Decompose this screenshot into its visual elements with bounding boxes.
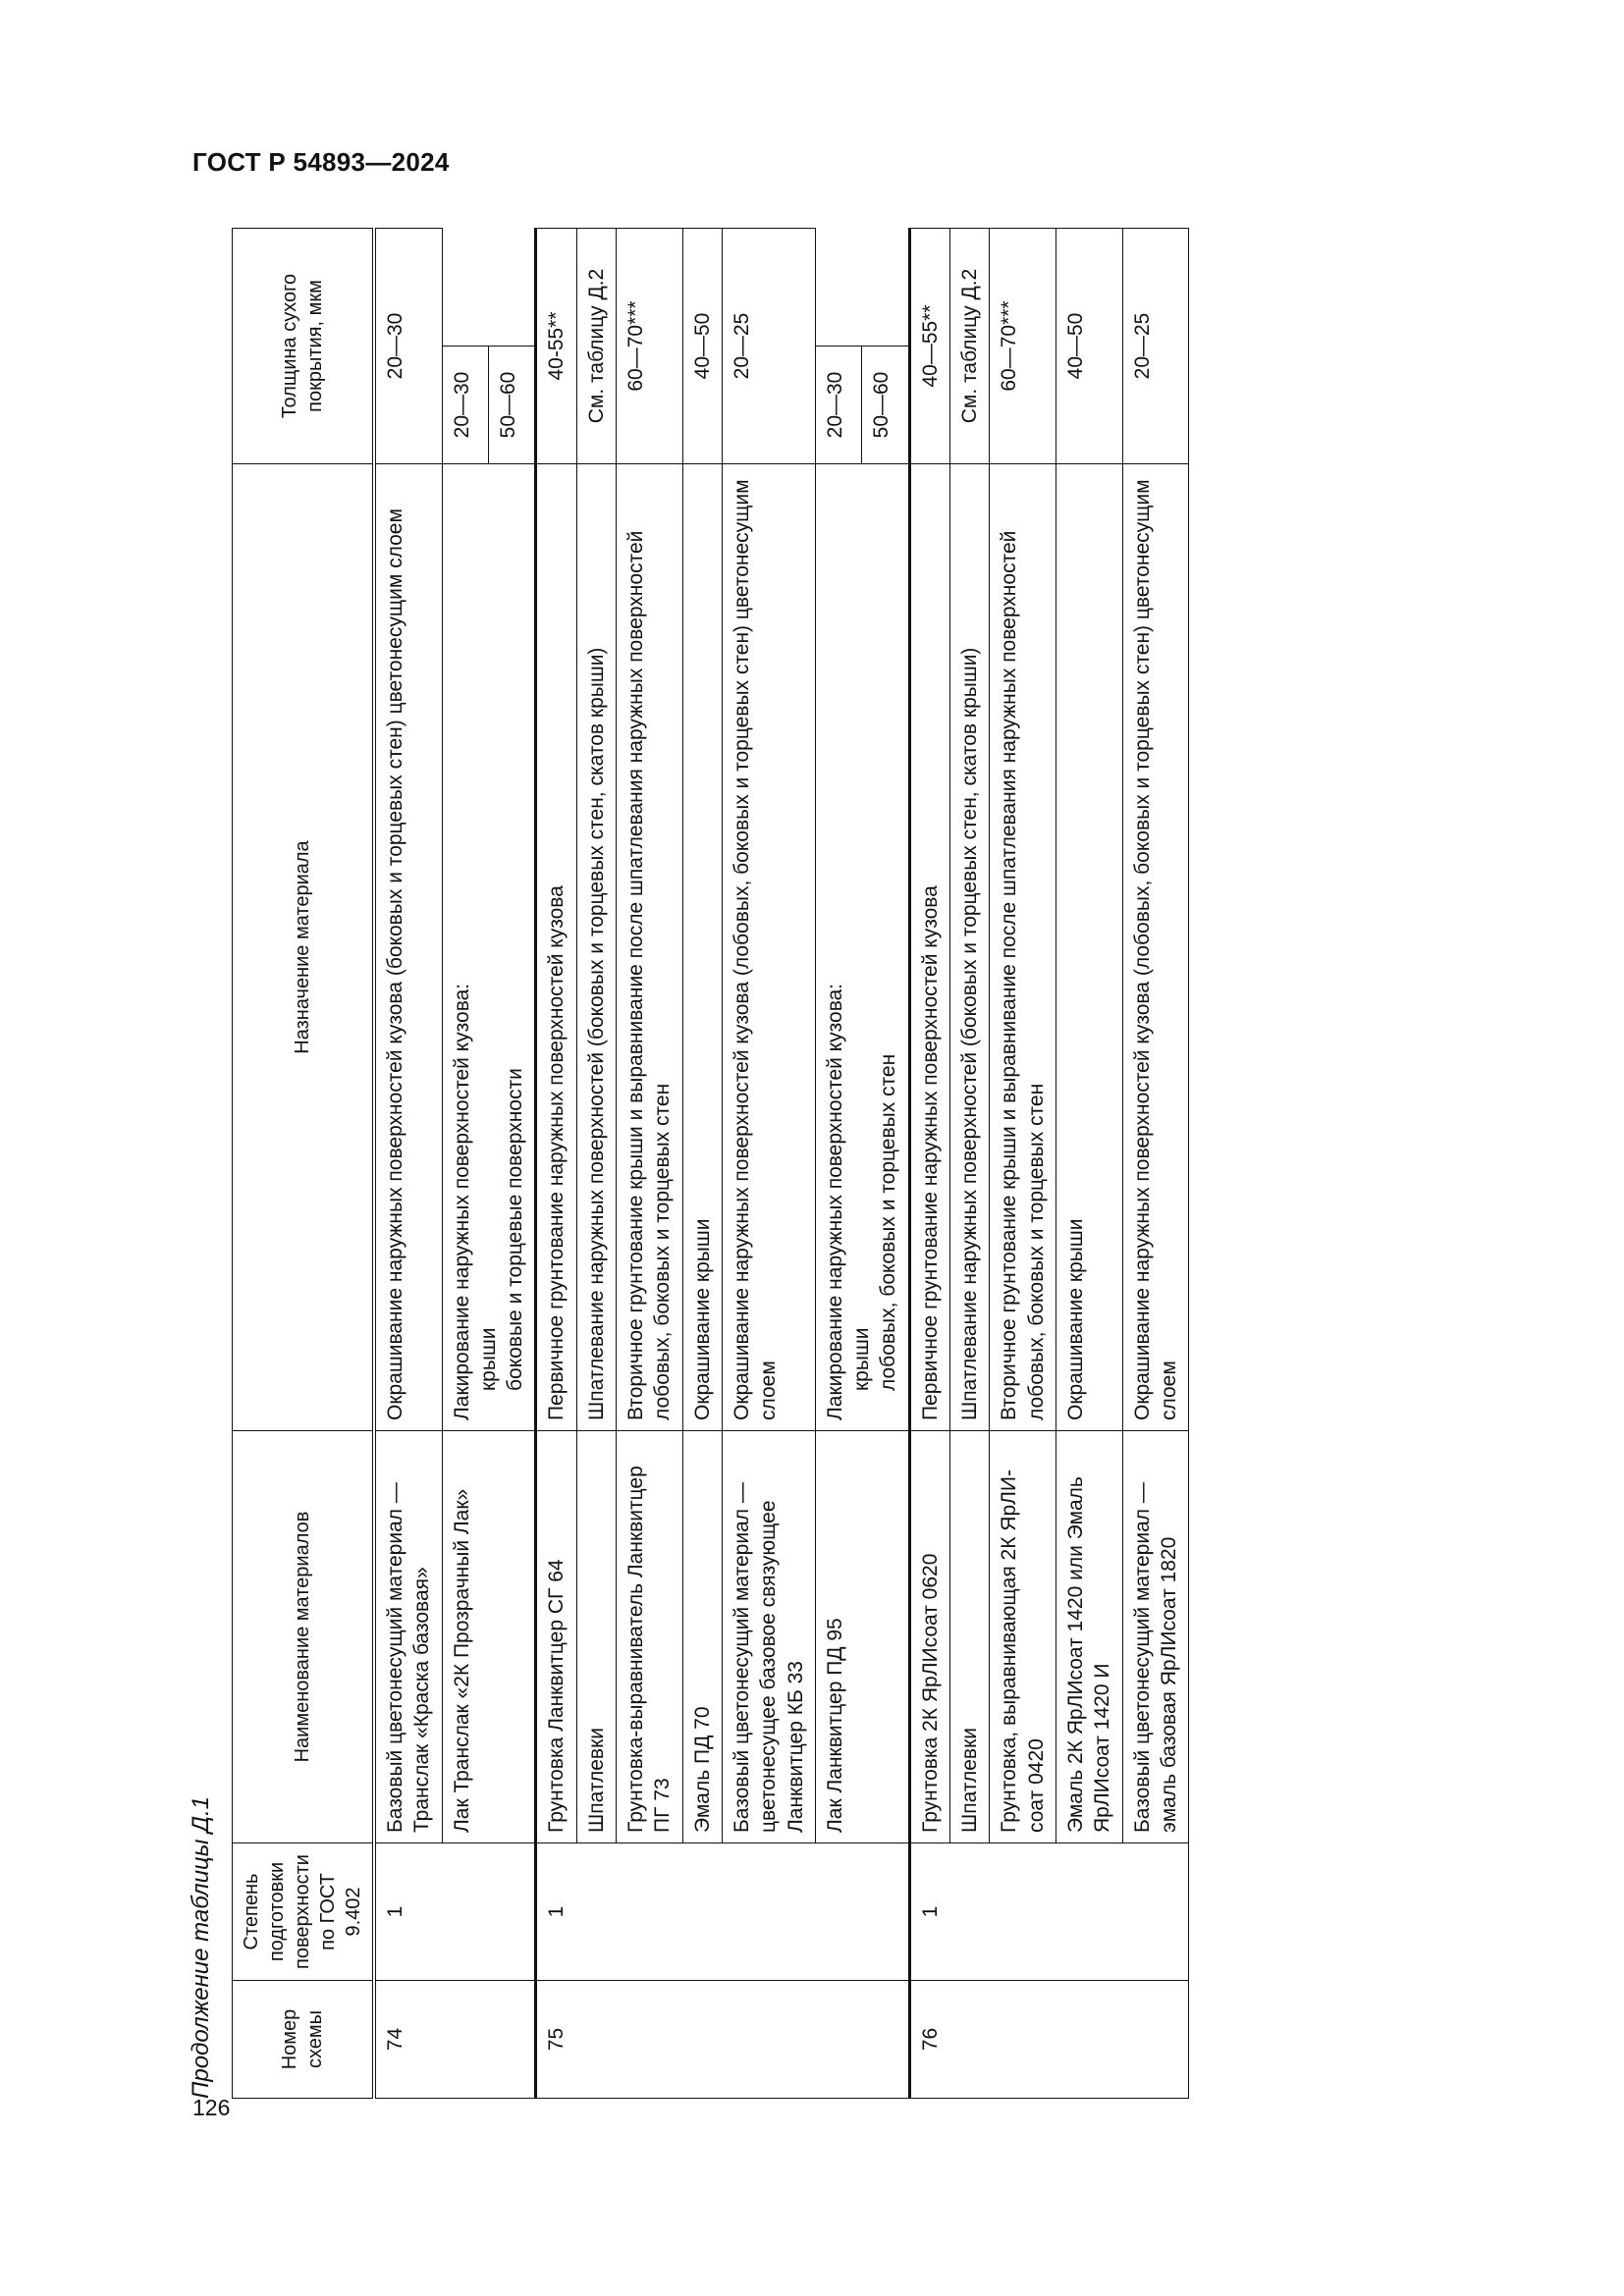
table-row [442, 229, 488, 2099]
material-purpose: Первичное грунтование наружных поверхностей кузова [536, 464, 576, 1431]
material-name: Базовый цветонесущий материал — Транслак «Краска базовая» [374, 1431, 442, 1843]
column-header: Степень подготовки поверхности по ГОСТ 9.402 [233, 1843, 375, 1981]
material-purpose: Шпатлевание наружных поверхностей (боковых и торцевых стен, скатов крыши) [576, 464, 616, 1431]
material-purpose: Первичное грунтование наружных поверхностей кузова [909, 464, 949, 1431]
table-row [722, 229, 815, 2099]
table-caption: Продолжение таблицы Д.1 [188, 1795, 214, 2099]
scheme-number: 76 [909, 1981, 1188, 2099]
table-row [617, 229, 683, 2099]
coating-thickness: 40—50 [1056, 229, 1122, 464]
coating-thickness: См. таблицу Д.2 [950, 229, 990, 464]
material-name: Базовый цветонесущий материал — цветонесущее базовое связующее Ланквитцер КБ 33 [722, 1431, 815, 1843]
document-header: ГОСТ Р 54893—2024 [192, 147, 450, 177]
material-name: Лак Транслак «2К Прозрачный Лак» [442, 1431, 536, 1843]
material-purpose: Окрашивание крыши [682, 464, 722, 1431]
material-name: Эмаль 2К ЯрЛИсоат 1420 или Эмаль ЯрЛИсоат 1420 И [1056, 1431, 1122, 1843]
rotated-table-frame [177, 229, 1375, 2099]
table-row [909, 229, 949, 2099]
prep-degree: 1 [374, 1843, 536, 1981]
materials-table [232, 228, 1189, 2099]
coating-thickness: 60—70*** [990, 229, 1056, 464]
material-purpose: Окрашивание наружных поверхностей кузова (боковых и торцевых стен) цветонесущим слоем [374, 464, 442, 1431]
column-header: Наименование материалов [233, 1431, 375, 1843]
coating-thickness: 50—60 [488, 347, 536, 464]
purpose-sub-item: крыши [476, 1327, 500, 1391]
purpose-sub-item: боковые и торцевые поверхности [504, 1068, 527, 1391]
table-header-row [233, 229, 375, 2099]
table-row [950, 229, 990, 2099]
prep-degree: 1 [909, 1843, 1188, 1981]
table-row [576, 229, 616, 2099]
material-name: Шпатлевки [576, 1431, 616, 1843]
page-number: 126 [192, 2095, 231, 2120]
coating-thickness: 20—25 [722, 229, 815, 464]
material-name: Грунтовка 2К ЯрЛИсоат 0620 [909, 1431, 949, 1843]
material-purpose: Окрашивание наружных поверхностей кузова (лобовых, боковых и торцевых стен) цветонесущим слоем [1122, 464, 1189, 1431]
coating-thickness: 20—25 [1122, 229, 1189, 464]
coating-thickness: 40-55** [536, 229, 576, 464]
purpose-sub-item: лобовых, боковых и торцевых стен [877, 1053, 900, 1391]
material-purpose: Шпатлевание наружных поверхностей (боковых и торцевых стен, скатов крыши) [950, 464, 990, 1431]
table-row [1122, 229, 1189, 2099]
material-purpose: Вторичное грунтование крыши и выравнивание после шпатлевания наружных поверхностей лобовых, боковых и торцевых стен [617, 464, 683, 1431]
prep-degree: 1 [536, 1843, 909, 1981]
material-purpose [815, 464, 909, 1431]
table-row [536, 229, 576, 2099]
table-row [815, 229, 861, 2099]
coating-thickness: 40—50 [682, 229, 722, 464]
coating-thickness: 60—70*** [617, 229, 683, 464]
material-purpose: Вторичное грунтование крыши и выравнивание после шпатлевания наружных поверхностей лобовых, боковых и торцевых стен [990, 464, 1056, 1431]
material-name: Грунтовка, выравнивающая 2К ЯрЛИ-соат 0420 [990, 1431, 1056, 1843]
material-purpose [442, 464, 536, 1431]
table-row [1056, 229, 1122, 2099]
material-name: Лак Ланквитцер ПД 95 [815, 1431, 909, 1843]
material-name: Шпатлевки [950, 1431, 990, 1843]
column-header: Номер схемы [233, 1981, 375, 2099]
column-header: Толщина сухого покрытия, мкм [233, 229, 375, 464]
material-name: Грунтовка-выравниватель Ланквитцер ПГ 73 [617, 1431, 683, 1843]
scheme-number: 74 [374, 1981, 536, 2099]
material-name: Грунтовка Ланквитцер СГ 64 [536, 1431, 576, 1843]
material-name: Эмаль ПД 70 [682, 1431, 722, 1843]
coating-thickness: 20—30 [442, 347, 488, 464]
coating-thickness: 50—60 [862, 347, 910, 464]
scheme-number: 75 [536, 1981, 909, 2099]
coating-thickness: 20—30 [815, 347, 861, 464]
coating-thickness: См. таблицу Д.2 [576, 229, 616, 464]
coating-thickness: 20—30 [374, 229, 442, 464]
material-purpose: Окрашивание крыши [1056, 464, 1122, 1431]
material-purpose: Окрашивание наружных поверхностей кузова (лобовых, боковых и торцевых стен) цветонесущим слоем [722, 464, 815, 1431]
coating-thickness: 40—55** [909, 229, 949, 464]
purpose-lead: Лакирование наружных поверхностей кузова: [450, 983, 473, 1420]
table-row [374, 229, 442, 2099]
purpose-sub-item: крыши [850, 1327, 874, 1391]
material-name: Базовый цветонесущий материал — эмаль базовая ЯрЛИсоат 1820 [1122, 1431, 1189, 1843]
purpose-lead: Лакирование наружных поверхностей кузова: [823, 983, 846, 1420]
table-row [990, 229, 1056, 2099]
column-header: Назначение материала [233, 464, 375, 1431]
table-row [682, 229, 722, 2099]
